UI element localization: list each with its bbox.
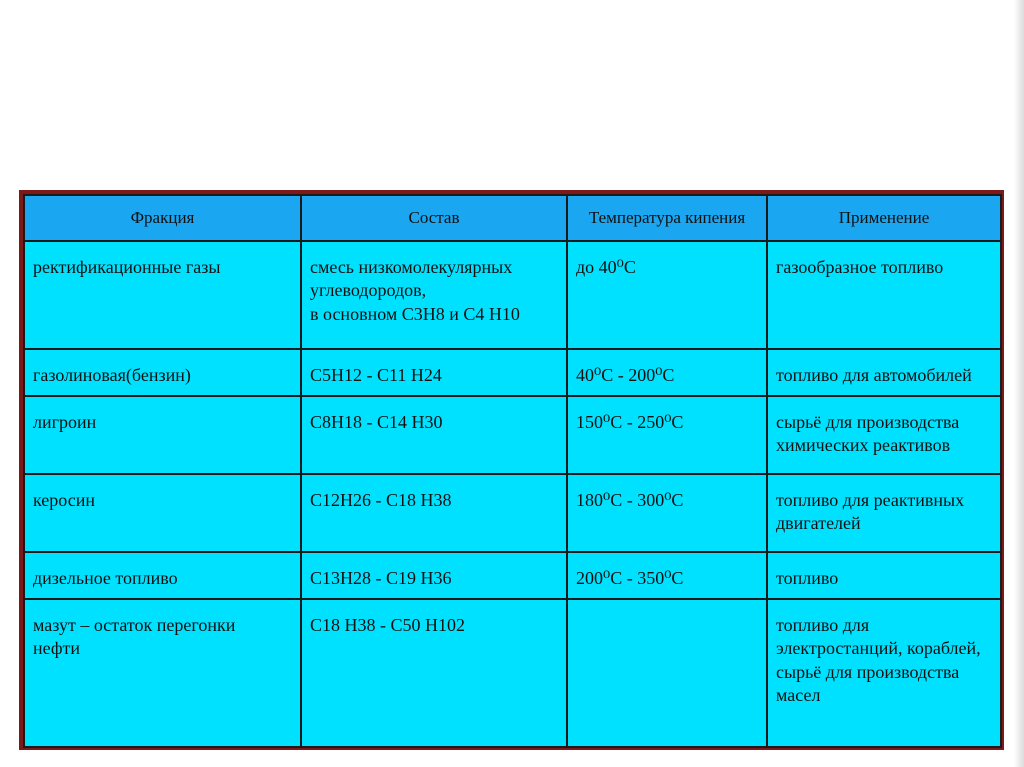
cell-fraction: дизельное топливо [24,552,301,599]
cell-application: топливо [767,552,1001,599]
cell-fraction: лигроин [24,396,301,474]
table-header-row [24,195,1001,241]
cell-composition: C5H12 - C11 H24 [301,349,567,396]
cell-fraction: газолиновая(бензин) [24,349,301,396]
table-row [24,396,1001,474]
cell-boiling-temperature: до 40⁰С [567,241,767,349]
column-header-boiling-temperature: Температура кипения [567,195,767,241]
cell-composition: C18 H38 - C50 H102 [301,599,567,747]
table-row [24,349,1001,396]
slide-right-edge [1014,0,1024,767]
table-row [24,599,1001,747]
cell-application: топливо для автомобилей [767,349,1001,396]
cell-fraction: керосин [24,474,301,552]
cell-composition: смесь низкомолекулярных углеводородов, в основном C3H8 и C4 H10 [301,241,567,349]
table-row [24,241,1001,349]
column-header-application: Применение [767,195,1001,241]
table-row [24,552,1001,599]
cell-boiling-temperature: 40⁰С - 200⁰С [567,349,767,396]
cell-composition: C8H18 - C14 H30 [301,396,567,474]
cell-fraction: ректификационные газы [24,241,301,349]
cell-composition: C13H28 - C19 H36 [301,552,567,599]
cell-application: топливо для электростанций, кораблей, сырьё для производства масел [767,599,1001,747]
table-row [24,474,1001,552]
oil-fractions-table [23,194,1002,748]
table-frame [19,190,1004,750]
cell-fraction: мазут – остаток перегонки нефти [24,599,301,747]
cell-boiling-temperature [567,599,767,747]
column-header-composition: Состав [301,195,567,241]
cell-application: газообразное топливо [767,241,1001,349]
cell-boiling-temperature: 200⁰С - 350⁰С [567,552,767,599]
cell-application: топливо для реактивных двигателей [767,474,1001,552]
cell-composition: C12H26 - C18 H38 [301,474,567,552]
cell-application: сырьё для производства химических реактивов [767,396,1001,474]
cell-boiling-temperature: 150⁰С - 250⁰С [567,396,767,474]
cell-boiling-temperature: 180⁰С - 300⁰С [567,474,767,552]
column-header-fraction: Фракция [24,195,301,241]
